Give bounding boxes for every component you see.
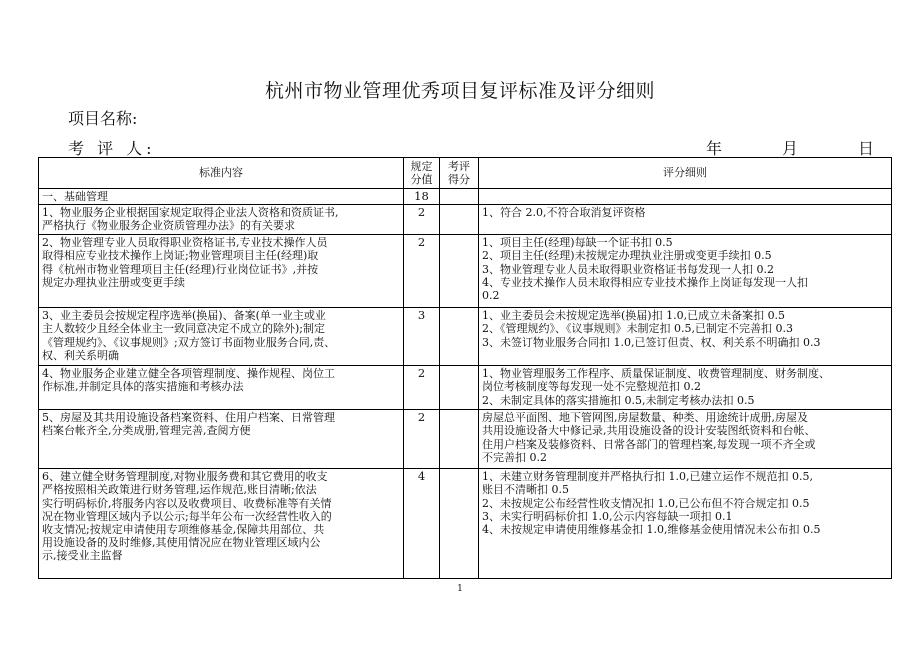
detail-cell [479, 308, 892, 366]
review-cell [440, 410, 479, 469]
detail-cell [479, 410, 892, 469]
detail-line: 2、《管理规约》、《议事规则》未制定扣 0.5,已制定不完善扣 0.3 [482, 322, 793, 336]
table-row [39, 235, 892, 308]
detail-line: 2、未按规定公布经营性收支情况扣 1.0,已公布但不符合规定扣 0.5 [482, 496, 810, 510]
table-row [39, 308, 892, 366]
header-score-line2: 分值 [410, 173, 433, 186]
standard-line: 1、物业服务企业根据国家规定取得企业法人资格和资质证书, [42, 206, 339, 220]
header-review [440, 158, 479, 189]
reviewer-label: 考 评 人: [68, 139, 156, 158]
standard-line: 用设施设备的及时维修,其使用情况应在物业管理区域内公 [42, 536, 321, 550]
date-day-label: 日 [858, 139, 875, 158]
score-cell: 2 [404, 205, 440, 235]
standard-cell [39, 366, 404, 410]
detail-line: 3、物业管理专业人员未取得职业资格证书每发现一人扣 0.2 [482, 262, 774, 276]
detail-line: 1、物业管理服务工作程序、质量保证制度、收费管理制度、财务制度、 [482, 367, 830, 381]
detail-line: 0.2 [482, 289, 500, 303]
section-review-cell [440, 189, 479, 205]
standard-line: 6、建立健全财务管理制度,对物业服务费和其它费用的收支 [42, 470, 328, 484]
score-cell: 2 [404, 410, 440, 469]
scoring-table [38, 157, 892, 579]
review-cell [440, 469, 479, 579]
score-cell: 2 [404, 235, 440, 308]
project-name-label: 项目名称: [68, 109, 138, 128]
detail-cell [479, 469, 892, 579]
detail-line: 1、项目主任(经理)每缺一个证书扣 0.5 [482, 236, 673, 250]
review-cell [440, 205, 479, 235]
standard-line: 主人数较少且经全体业主一致同意决定不成立的除外);制定 [42, 322, 325, 336]
detail-cell [479, 235, 892, 308]
standard-line: 2、物业管理专业人员取得职业资格证书,专业技术操作人员 [42, 236, 328, 250]
detail-line: 共用设施设备大中修记录,共用设施设备的设计安装图纸资料和台帐、 [482, 424, 816, 438]
detail-line: 2、未制定具体的落实措施扣 0.5,未制定考核办法扣 0.5 [482, 393, 755, 407]
standard-line: 示,接受业主监督 [42, 549, 123, 563]
standard-line: 档案台帐齐全,分类成册,管理完善,查阅方便 [42, 424, 251, 438]
detail-cell [479, 205, 892, 235]
detail-line: 房屋总平面图、地下管网图,房屋数量、种类、用途统计成册,房屋及 [482, 411, 808, 425]
review-cell [440, 366, 479, 410]
review-cell [440, 235, 479, 308]
header-detail: 评分细则 [479, 158, 892, 189]
table-header-row [39, 158, 892, 189]
standard-line: 严格执行《物业服务企业资质管理办法》的有关要求 [42, 219, 295, 233]
score-cell: 4 [404, 469, 440, 579]
standard-line: 实行明码标价,将服务内容以及收费项目、收费标准等有关情 [42, 496, 332, 510]
detail-line: 不完善扣 0.2 [482, 450, 547, 464]
detail-line: 岗位考核制度等每发现一处不完整规范扣 0.2 [482, 380, 701, 394]
standard-cell [39, 410, 404, 469]
standard-cell [39, 205, 404, 235]
detail-line: 1、未建立财务管理制度并严格执行扣 1.0,已建立运作不规范扣 0.5, [482, 470, 813, 484]
detail-cell [479, 366, 892, 410]
header-review-line2: 得分 [448, 173, 470, 186]
header-review-line1: 考评 [448, 159, 470, 173]
date-year-label: 年 [706, 139, 723, 158]
standard-line: 收支情况;按规定申请使用专项维修基金,保障共用部位、共 [42, 523, 325, 537]
score-cell: 2 [404, 366, 440, 410]
standard-line: 5、房屋及其共用设施设备档案资料、住用户档案、日常管理 [42, 411, 335, 425]
standard-line: 况在物业管理区域内予以公示;每半年公布一次经营性收入的 [42, 509, 332, 523]
section-row [39, 189, 892, 205]
standard-cell [39, 308, 404, 366]
header-standard: 标准内容 [39, 158, 404, 189]
detail-line: 1、符合 2.0,不符合取消复评资格 [482, 206, 646, 220]
detail-line: 2、项目主任(经理)未按规定办理执业注册或变更手续扣 0.5 [482, 249, 772, 263]
date-fields [706, 136, 874, 159]
header-score-line1: 规定 [410, 159, 433, 173]
standard-line: 取得相应专业技术操作上岗证;物业管理项目主任(经理)取 [42, 249, 319, 263]
detail-line: 4、未按规定申请使用维修基金扣 1.0,维修基金使用情况未公布扣 0.5 [482, 523, 821, 537]
standard-line: 3、业主委员会按规定程序选举(换届)、备案(单一业主或业 [42, 309, 326, 323]
detail-line: 4、专业技术操作人员未取得相应专业技术操作上岗证每发现一人扣 [482, 275, 808, 289]
review-cell [440, 308, 479, 366]
date-month-label: 月 [782, 139, 799, 158]
standard-line: 《管理规约》、《议事规则》;双方签订书面物业服务合同,责、 [42, 335, 336, 349]
standard-line: 规定办理执业注册或变更手续 [42, 275, 185, 289]
standard-cell [39, 469, 404, 579]
standard-cell [39, 235, 404, 308]
detail-line: 住用户档案及装修资料、日常各部门的管理档案,每发现一项不齐全或 [482, 437, 816, 451]
standard-line: 权、利关系明确 [42, 348, 119, 362]
table-row [39, 469, 892, 579]
table-row [39, 366, 892, 410]
detail-line: 3、未签订物业服务合同扣 1.0,已签订但责、权、利关系不明确扣 0.3 [482, 335, 821, 349]
standard-line: 4、物业服务企业建立健全各项管理制度、操作规程、岗位工 [42, 367, 335, 381]
standard-line: 得《杭州市物业管理项目主任(经理)行业岗位证书》,并按 [42, 262, 319, 276]
standard-line: 作标准,并制定具体的落实措施和考核办法 [42, 380, 244, 394]
table-row [39, 205, 892, 235]
standard-line: 严格按照相关政策进行财务管理,运作规范,账目清晰;依法 [42, 483, 317, 497]
detail-line: 1、业主委员会未按规定选举(换届)扣 1.0,已成立未备案扣 0.5 [482, 309, 786, 323]
section-score: 18 [404, 189, 440, 205]
page-number: 1 [457, 584, 463, 594]
section-name: 一、基础管理 [39, 189, 404, 205]
table-row [39, 410, 892, 469]
detail-line: 账目不清晰扣 0.5 [482, 483, 569, 497]
score-cell: 3 [404, 308, 440, 366]
header-score [404, 158, 440, 189]
document-title: 杭州市物业管理优秀项目复评标准及评分细则 [264, 80, 655, 102]
detail-line: 3、未实行明码标价扣 1.0,公示内容每缺一项扣 0.1 [482, 509, 733, 523]
section-detail-cell [479, 189, 892, 205]
